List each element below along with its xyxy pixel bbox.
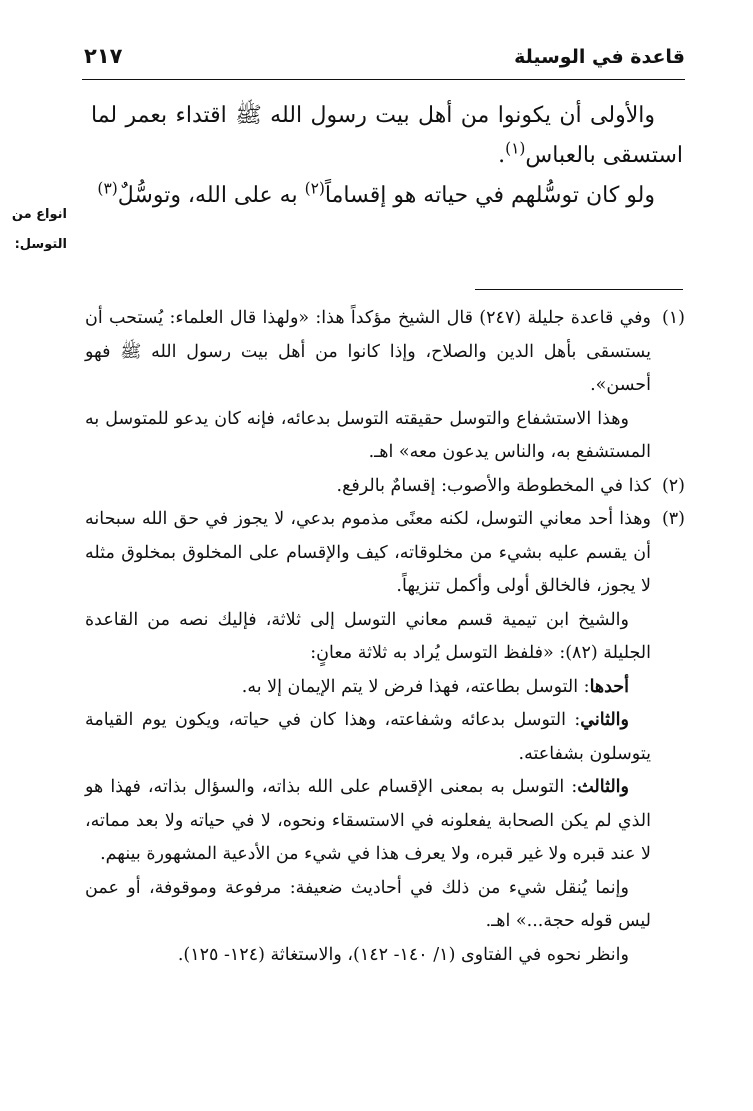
margin-note-line-1: انواع من: [11, 207, 67, 222]
header-rule: [82, 79, 685, 80]
footnote-3-body: [85, 503, 651, 972]
footnote-3-para-4: [85, 704, 651, 771]
footnote-2-body: [85, 470, 651, 504]
footnote-3-para-7: وانظر نحوه في الفتاوى (١/ ١٤٠- ١٤٢)، والاستغاثة (١٢٤- ١٢٥).: [177, 944, 629, 965]
footnote-ref-3: (٣): [97, 179, 118, 198]
meaning-1-label: أحدها: [589, 676, 629, 697]
footnote-1-para-2: وهذا الاستشفاع والتوسل حقيقته التوسل بدعائه، فإنه كان يدعو للمتوسل به المستشفع به، والناس يدعون معه» اهـ.: [85, 408, 651, 462]
paragraph-2: [91, 176, 683, 216]
footnote-3-marker: (٣): [661, 509, 685, 529]
paragraph-1: [91, 96, 683, 176]
paragraph-2-start: ولو كان توسُّلهم في حياته هو إقساماً: [324, 183, 655, 208]
footnote-3: [85, 503, 685, 972]
paragraph-1-line-1: والأولى أن يكونوا من أهل بيت رسول الله ﷺ اقتداء بعمر لما: [91, 103, 655, 128]
meaning-2-text: : التوسل بدعائه وشفاعته، وهذا كان في حياته، ويكون يوم القيامة يتوسلون بشفاعته.: [85, 710, 651, 764]
main-text: [91, 96, 683, 216]
footnote-3-para-6: وإنما يُنقل شيء من ذلك في أحاديث ضعيفة: مرفوعة وموقوفة، أو عمن ليس قوله حجة...» اهـ.: [85, 877, 651, 931]
footnote-2-text: كذا في المخطوطة والأصوب: إقسامٌ بالرفع.: [336, 475, 651, 496]
meaning-3-text: : التوسل به بمعنى الإقسام على الله بذاته، والسؤال بذاته، فهذا هو الذي لم يكن الصحابة يفعلونه في الاستسقاء ونحوه، لا في حياته ولا بعد مماته، لا عند قبره ولا غير قبره، ولا يعرف هذا في شيء من الأدعية المشهورة بينهم.: [85, 777, 651, 864]
paragraph-1-end: .: [498, 143, 506, 168]
margin-note-line-2: التوسل:: [14, 237, 67, 252]
paragraph-1-line-2: استسقى بالعباس: [525, 143, 683, 168]
paragraph-2-middle: به على الله، وتوسُّلٌ: [117, 183, 305, 208]
footnote-ref-1: (١): [505, 139, 526, 158]
footnote-1-body: [85, 302, 651, 470]
footnote-1-marker: (١): [661, 308, 685, 328]
footnote-2: [85, 470, 685, 504]
footnotes: [85, 302, 685, 972]
running-header-title: قاعدة في الوسيلة: [514, 46, 685, 68]
footnote-3-para-2: والشيخ ابن تيمية قسم معاني التوسل إلى ثلاثة، فإليك نصه من القاعدة الجليلة (٨٢): «فلفظ التوسل يُراد به ثلاثة معانٍ:: [85, 609, 651, 663]
footnote-ref-2: (٢): [304, 179, 325, 198]
footnote-2-marker: (٢): [661, 475, 685, 496]
footnote-1: [85, 302, 685, 470]
meaning-3-label: والثالث: [577, 777, 629, 797]
meaning-1-text: : التوسل بطاعته، فهذا فرض لا يتم الإيمان إلا به.: [241, 676, 590, 697]
footnote-3-para-5: [85, 771, 651, 872]
footnote-separator: [475, 289, 683, 290]
margin-note: [5, 200, 67, 260]
page-number: ٢١٧: [84, 44, 123, 68]
footnote-1-para-1: وفي قاعدة جليلة (٢٤٧) قال الشيخ مؤكداً هذا: «ولهذا قال العلماء: يُستحب أن يستسقى بأهل الدين والصلاح، وإذا كانوا من أهل بيت رسول الله ﷺ فهو أحسن».: [85, 308, 651, 395]
footnote-3-para-1: وهذا أحد معاني التوسل، لكنه معنًى مذموم بدعي، لا يجوز في حق الله سبحانه أن يقسم عليه بشيء من مخلوقاته، كيف والإقسام على المخلوق بمخلوق مثله لا يجوز، فالخالق أولى وأكمل تنزيهاً.: [85, 509, 651, 596]
meaning-2-label: والثاني: [580, 710, 629, 730]
footnote-3-para-3: [85, 671, 651, 705]
